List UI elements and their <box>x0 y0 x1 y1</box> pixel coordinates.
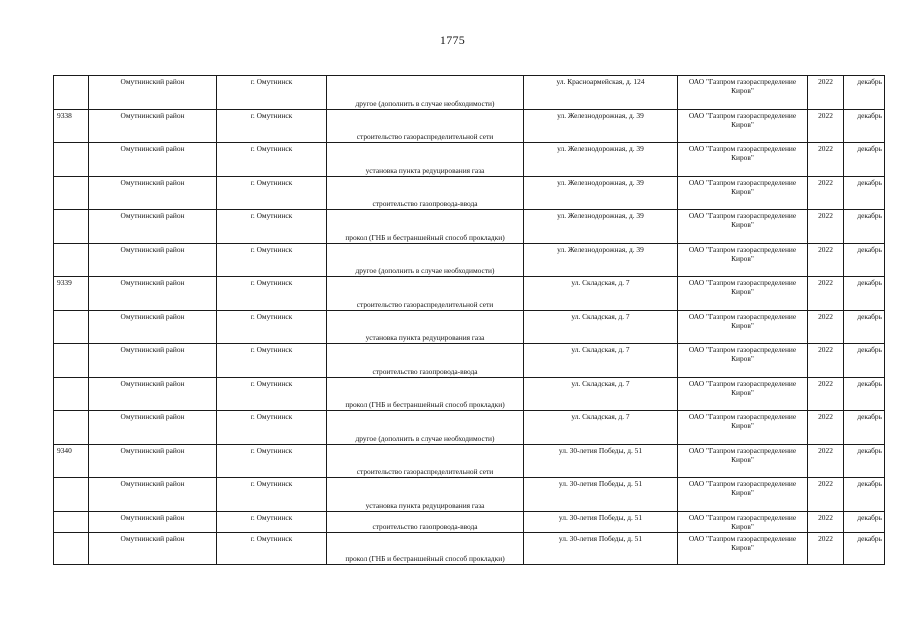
row-number <box>54 176 89 210</box>
organization-cell: ОАО "Газпром газораспределение Киров" <box>678 310 808 344</box>
table-row <box>54 143 885 177</box>
district-cell: Омутнинский район <box>89 243 217 277</box>
row-number <box>54 532 89 564</box>
month-cell: декабрь <box>844 444 885 478</box>
address-cell: ул. Железнодорожная, д. 39 <box>524 143 678 177</box>
table-row <box>54 210 885 244</box>
organization-cell: ОАО "Газпром газораспределение Киров" <box>678 243 808 277</box>
address-cell: ул. 30-летия Победы, д. 51 <box>524 532 678 564</box>
town-cell: г. Омутнинск <box>217 109 327 143</box>
page-number: 1775 <box>439 33 466 47</box>
district-cell: Омутнинский район <box>89 109 217 143</box>
town-cell: г. Омутнинск <box>217 243 327 277</box>
address-cell: ул. Железнодорожная, д. 39 <box>524 210 678 244</box>
address-cell: ул. Железнодорожная, д. 39 <box>524 109 678 143</box>
address-cell: ул. Складская, д. 7 <box>524 310 678 344</box>
year-cell: 2022 <box>808 310 844 344</box>
row-number <box>54 511 89 532</box>
year-cell: 2022 <box>808 143 844 177</box>
month-cell: декабрь <box>844 377 885 411</box>
table-body <box>54 76 885 565</box>
table-row <box>54 76 885 110</box>
address-cell: ул. Складская, д. 7 <box>524 377 678 411</box>
address-cell: ул. Железнодорожная, д. 39 <box>524 243 678 277</box>
work-type-cell: прокол (ГНБ и бестраншейный способ прокладки) <box>327 532 524 564</box>
town-cell: г. Омутнинск <box>217 176 327 210</box>
table-row <box>54 444 885 478</box>
year-cell: 2022 <box>808 176 844 210</box>
town-cell: г. Омутнинск <box>217 277 327 311</box>
row-number <box>54 210 89 244</box>
town-cell: г. Омутнинск <box>217 478 327 512</box>
work-type-cell: другое (дополнить в случае необходимости) <box>327 243 524 277</box>
district-cell: Омутнинский район <box>89 76 217 110</box>
district-cell: Омутнинский район <box>89 411 217 445</box>
year-cell: 2022 <box>808 243 844 277</box>
work-type-cell: прокол (ГНБ и бестраншейный способ прокладки) <box>327 210 524 244</box>
year-cell: 2022 <box>808 411 844 445</box>
district-cell: Омутнинский район <box>89 277 217 311</box>
organization-cell: ОАО "Газпром газораспределение Киров" <box>678 511 808 532</box>
town-cell: г. Омутнинск <box>217 377 327 411</box>
table-row <box>54 176 885 210</box>
district-cell: Омутнинский район <box>89 143 217 177</box>
table-row <box>54 411 885 445</box>
town-cell: г. Омутнинск <box>217 444 327 478</box>
address-cell: ул. Железнодорожная, д. 39 <box>524 176 678 210</box>
year-cell: 2022 <box>808 377 844 411</box>
work-type-cell: другое (дополнить в случае необходимости) <box>327 411 524 445</box>
address-cell: ул. Складская, д. 7 <box>524 344 678 378</box>
work-type-cell: установка пункта редуцирования газа <box>327 478 524 512</box>
town-cell: г. Омутнинск <box>217 310 327 344</box>
town-cell: г. Омутнинск <box>217 143 327 177</box>
row-number <box>54 143 89 177</box>
row-number <box>54 377 89 411</box>
row-number <box>54 344 89 378</box>
year-cell: 2022 <box>808 277 844 311</box>
work-type-cell: строительство газораспределительной сети <box>327 277 524 311</box>
row-number: 9338 <box>54 109 89 143</box>
table-row <box>54 511 885 532</box>
district-cell: Омутнинский район <box>89 511 217 532</box>
work-type-cell: установка пункта редуцирования газа <box>327 143 524 177</box>
district-cell: Омутнинский район <box>89 344 217 378</box>
work-type-cell: строительство газораспределительной сети <box>327 109 524 143</box>
year-cell: 2022 <box>808 444 844 478</box>
year-cell: 2022 <box>808 210 844 244</box>
town-cell: г. Омутнинск <box>217 511 327 532</box>
month-cell: декабрь <box>844 478 885 512</box>
organization-cell: ОАО "Газпром газораспределение Киров" <box>678 478 808 512</box>
address-cell: ул. Складская, д. 7 <box>524 277 678 311</box>
organization-cell: ОАО "Газпром газораспределение Киров" <box>678 76 808 110</box>
year-cell: 2022 <box>808 76 844 110</box>
address-cell: ул. Красноармейская, д. 124 <box>524 76 678 110</box>
year-cell: 2022 <box>808 478 844 512</box>
table-row <box>54 377 885 411</box>
year-cell: 2022 <box>808 532 844 564</box>
month-cell: декабрь <box>844 76 885 110</box>
address-cell: ул. 30-летия Победы, д. 51 <box>524 511 678 532</box>
address-cell: ул. 30-летия Победы, д. 51 <box>524 444 678 478</box>
row-number <box>54 243 89 277</box>
table-row <box>54 277 885 311</box>
row-number: 9339 <box>54 277 89 311</box>
town-cell: г. Омутнинск <box>217 532 327 564</box>
district-cell: Омутнинский район <box>89 210 217 244</box>
table-row <box>54 344 885 378</box>
row-number <box>54 76 89 110</box>
organization-cell: ОАО "Газпром газораспределение Киров" <box>678 143 808 177</box>
work-type-cell: строительство газопровода-ввода <box>327 344 524 378</box>
month-cell: декабрь <box>844 109 885 143</box>
district-cell: Омутнинский район <box>89 176 217 210</box>
year-cell: 2022 <box>808 344 844 378</box>
work-type-cell: строительство газопровода-ввода <box>327 176 524 210</box>
month-cell: декабрь <box>844 310 885 344</box>
district-cell: Омутнинский район <box>89 478 217 512</box>
table-row <box>54 310 885 344</box>
organization-cell: ОАО "Газпром газораспределение Киров" <box>678 277 808 311</box>
organization-cell: ОАО "Газпром газораспределение Киров" <box>678 444 808 478</box>
organization-cell: ОАО "Газпром газораспределение Киров" <box>678 344 808 378</box>
row-number <box>54 411 89 445</box>
month-cell: декабрь <box>844 411 885 445</box>
address-cell: ул. 30-летия Победы, д. 51 <box>524 478 678 512</box>
organization-cell: ОАО "Газпром газораспределение Киров" <box>678 377 808 411</box>
town-cell: г. Омутнинск <box>217 344 327 378</box>
town-cell: г. Омутнинск <box>217 76 327 110</box>
organization-cell: ОАО "Газпром газораспределение Киров" <box>678 109 808 143</box>
row-number <box>54 478 89 512</box>
table-row <box>54 243 885 277</box>
month-cell: декабрь <box>844 277 885 311</box>
row-number: 9340 <box>54 444 89 478</box>
month-cell: декабрь <box>844 210 885 244</box>
district-cell: Омутнинский район <box>89 532 217 564</box>
month-cell: декабрь <box>844 344 885 378</box>
row-number <box>54 310 89 344</box>
month-cell: декабрь <box>844 511 885 532</box>
month-cell: декабрь <box>844 176 885 210</box>
month-cell: декабрь <box>844 143 885 177</box>
work-type-cell: строительство газопровода-ввода <box>327 511 524 532</box>
district-cell: Омутнинский район <box>89 377 217 411</box>
table-row <box>54 109 885 143</box>
work-type-cell: строительство газораспределительной сети <box>327 444 524 478</box>
town-cell: г. Омутнинск <box>217 411 327 445</box>
year-cell: 2022 <box>808 511 844 532</box>
organization-cell: ОАО "Газпром газораспределение Киров" <box>678 411 808 445</box>
month-cell: декабрь <box>844 243 885 277</box>
town-cell: г. Омутнинск <box>217 210 327 244</box>
address-cell: ул. Складская, д. 7 <box>524 411 678 445</box>
works-table <box>53 75 885 565</box>
organization-cell: ОАО "Газпром газораспределение Киров" <box>678 176 808 210</box>
district-cell: Омутнинский район <box>89 310 217 344</box>
district-cell: Омутнинский район <box>89 444 217 478</box>
work-type-cell: другое (дополнить в случае необходимости) <box>327 76 524 110</box>
month-cell: декабрь <box>844 532 885 564</box>
organization-cell: ОАО "Газпром газораспределение Киров" <box>678 532 808 564</box>
table-row <box>54 478 885 512</box>
work-type-cell: прокол (ГНБ и бестраншейный способ прокладки) <box>327 377 524 411</box>
work-type-cell: установка пункта редуцирования газа <box>327 310 524 344</box>
organization-cell: ОАО "Газпром газораспределение Киров" <box>678 210 808 244</box>
year-cell: 2022 <box>808 109 844 143</box>
table-row <box>54 532 885 564</box>
